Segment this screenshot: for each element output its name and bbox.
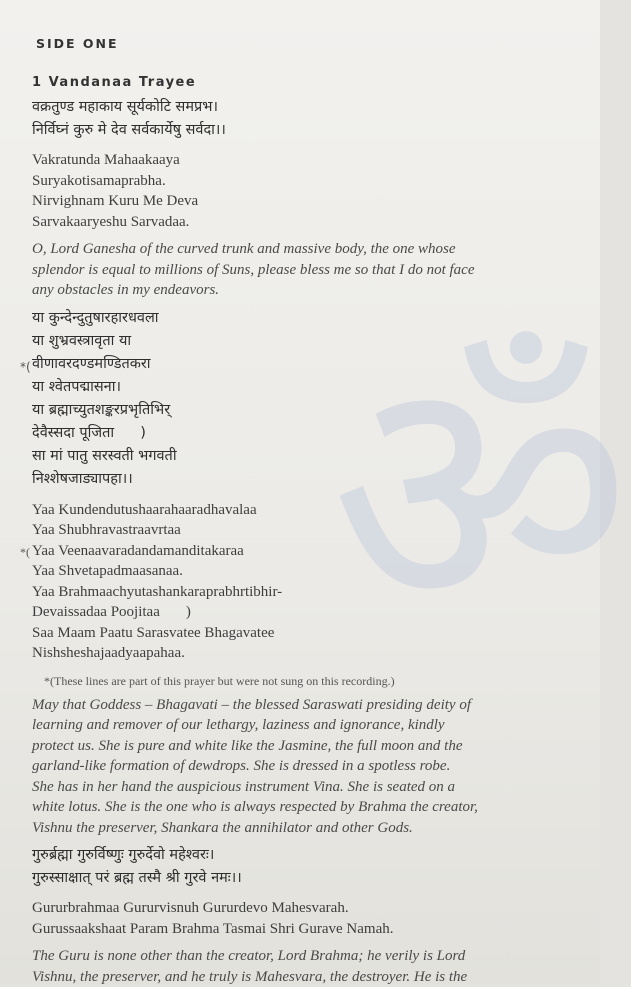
- verse-line: Suryakotisamaprabha.: [32, 171, 582, 192]
- verse-line: गुरुर्ब्रह्मा गुरुर्विष्णुः गुरुर्देवो महेश्वरः।: [32, 844, 582, 867]
- translation-line: learning and remover of our lethargy, laziness and ignorance, kindly: [32, 715, 582, 736]
- translation-line: white lotus. She is the one who is always respected by Brahma the creator,: [32, 797, 582, 818]
- verse1-translation: [32, 239, 582, 301]
- translation-line: garland-like formation of dewdrops. She is dressed in a spotless robe.: [32, 756, 582, 777]
- side-heading: SIDE ONE: [36, 36, 582, 51]
- verse-line-marked: [32, 541, 582, 562]
- translation-line: any obstacles in my endeavors.: [32, 280, 582, 301]
- verse-line: Yaa Brahmaachyutashankaraprabhrtibhir-: [32, 582, 582, 603]
- verse-line: Yaa Kundendutushaarahaaradhavalaa: [32, 500, 582, 521]
- close-paren: ): [140, 422, 146, 445]
- translation-line: Vishnu the preserver, Shankara the annihilator and other Gods.: [32, 818, 582, 839]
- verse2-devanagari: [32, 307, 582, 491]
- translation-line: splendor is equal to millions of Suns, please bless me so that I do not face: [32, 260, 582, 281]
- verse-line: गुरुस्साक्षात् परं ब्रह्म तस्मै श्री गुरवे नमः।।: [32, 867, 582, 890]
- verse-line: निश्शेषजाड्यापहा।।: [32, 468, 582, 491]
- translation-line: She has in her hand the auspicious instrument Vina. She is seated on a: [32, 777, 582, 798]
- verse-line-marked: [32, 353, 582, 376]
- footnote: *(These lines are part of this prayer but were not sung on this recording.): [44, 674, 582, 689]
- verse-line-with-paren: [32, 422, 582, 445]
- verse-line: Nishsheshajaadyaapahaa.: [32, 643, 582, 664]
- verse1-transliteration: [32, 150, 582, 232]
- verse2-translation: [32, 695, 582, 839]
- verse-line: या ब्रह्माच्युतशङ्करप्रभृतिभिर्: [32, 399, 582, 422]
- translation-line: Vishnu, the preserver, and he truly is Mahesvara, the destroyer. He is the: [32, 967, 582, 987]
- verse-line: या श्वेतपद्मासना।: [32, 376, 582, 399]
- verse2-transliteration: [32, 500, 582, 664]
- lyrics-content: [32, 30, 582, 987]
- translation-line: O, Lord Ganesha of the curved trunk and massive body, the one whose: [32, 239, 582, 260]
- om-watermark: ॐ: [330, 330, 631, 660]
- verse-line-text: देवैस्सदा पूजिता: [32, 425, 114, 441]
- translation-line: May that Goddess – Bhagavati – the blessed Saraswati presiding deity of: [32, 695, 582, 716]
- verse-line: Saa Maam Paatu Sarasvatee Bhagavatee: [32, 623, 582, 644]
- footnote-mark: *(: [20, 542, 30, 563]
- footnote-mark: *(: [20, 356, 31, 379]
- verse-line-with-paren: [32, 602, 582, 623]
- verse-line: सा मां पातु सरस्वती भगवती: [32, 445, 582, 468]
- verse-line: या शुभ्रवस्त्रावृता या: [32, 330, 582, 353]
- verse1-devanagari: [32, 96, 582, 142]
- verse-line: Yaa Shvetapadmaasanaa.: [32, 561, 582, 582]
- verse-line-text: Devaissadaa Poojitaa: [32, 604, 160, 620]
- verse-line: Gururbrahmaa Gururvisnuh Gururdevo Mahesvarah.: [32, 898, 582, 919]
- verse3-translation: [32, 946, 582, 987]
- verse3-devanagari: [32, 844, 582, 890]
- verse-line-text: Yaa Veenaavaradandamanditakaraa: [32, 543, 244, 559]
- verse3-transliteration: [32, 898, 582, 939]
- verse-line: Gurussaakshaat Param Brahma Tasmai Shri Gurave Namah.: [32, 919, 582, 940]
- verse-line-text: वीणावरदण्डमण्डितकरा: [32, 356, 151, 372]
- verse-line: Yaa Shubhravastraavrtaa: [32, 520, 582, 541]
- translation-line: protect us. She is pure and white like the Jasmine, the full moon and the: [32, 736, 582, 757]
- verse-line: वक्रतुण्ड महाकाय सूर्यकोटि समप्रभ।: [32, 96, 582, 119]
- translation-line: The Guru is none other than the creator, Lord Brahma; he verily is Lord: [32, 946, 582, 967]
- song-title: 1 Vandanaa Trayee: [32, 75, 582, 90]
- verse-line: Nirvighnam Kuru Me Deva: [32, 191, 582, 212]
- close-paren: ): [186, 602, 191, 623]
- verse-line: या कुन्देन्दुतुषारहारधवला: [32, 307, 582, 330]
- verse-line: निर्विघ्नं कुरु मे देव सर्वकार्येषु सर्वदा।।: [32, 119, 582, 142]
- verse-line: Sarvakaaryeshu Sarvadaa.: [32, 212, 582, 233]
- verse-line: Vakratunda Mahaakaaya: [32, 150, 582, 171]
